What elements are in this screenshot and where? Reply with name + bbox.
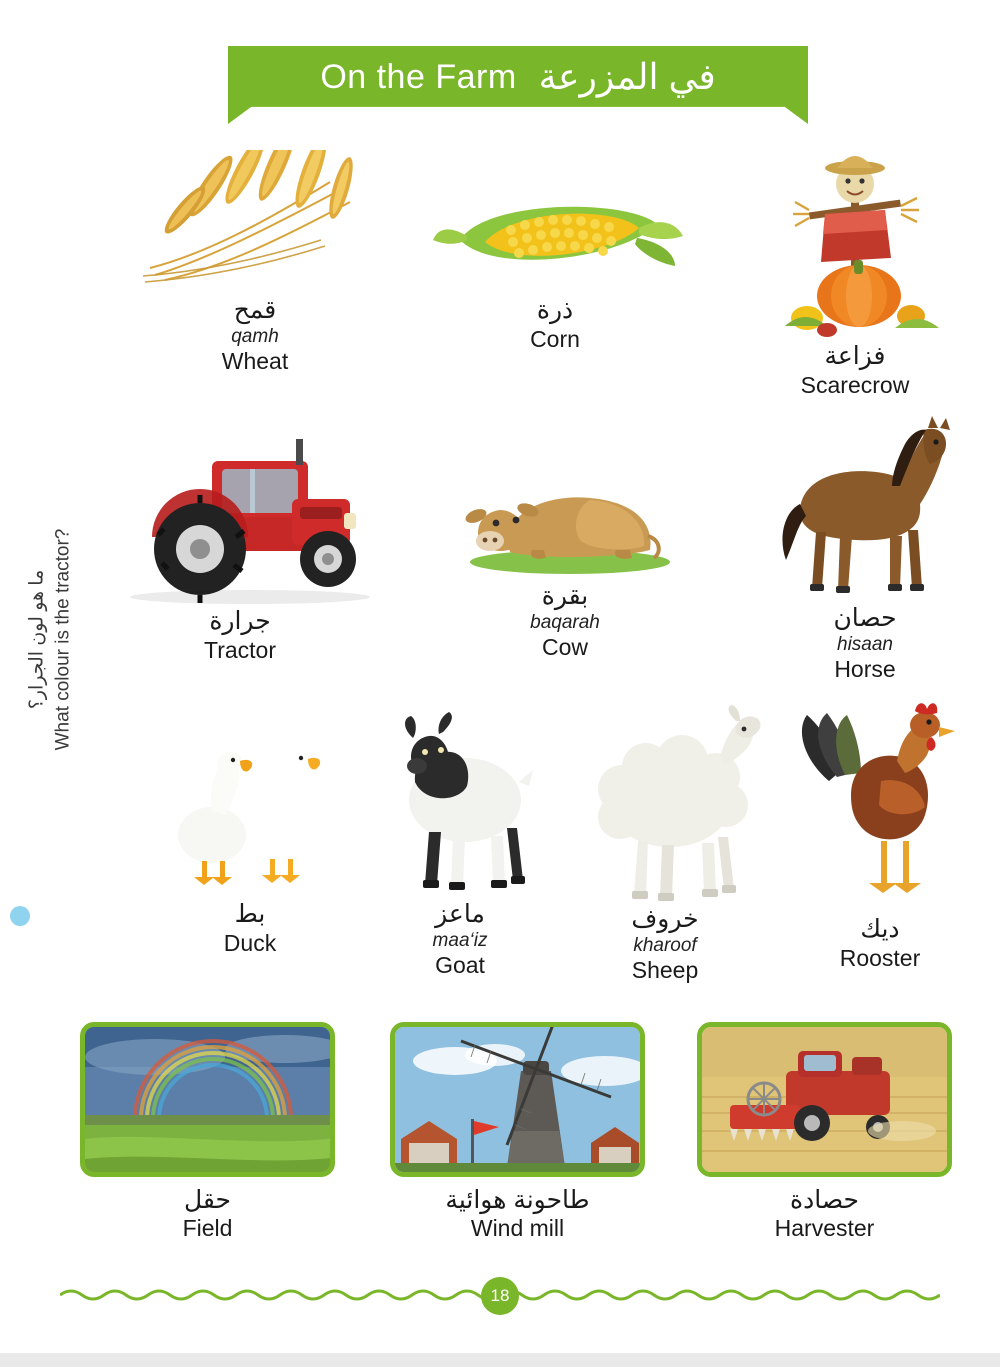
corn-cob-image bbox=[425, 180, 685, 290]
rooster-image bbox=[785, 685, 975, 915]
label-en: Duck bbox=[223, 929, 277, 956]
label-translit: hisaan bbox=[837, 633, 893, 655]
vocab-item-cow[interactable] bbox=[420, 440, 710, 661]
page-number-badge: 18 bbox=[481, 1277, 519, 1315]
label-translit: baqarah bbox=[530, 611, 600, 633]
photo-card-windmill[interactable] bbox=[390, 1022, 645, 1242]
label-en: Tractor bbox=[204, 636, 276, 663]
label-en: Harvester bbox=[774, 1215, 875, 1241]
vocab-item-scarecrow[interactable] bbox=[730, 140, 980, 399]
duck-image bbox=[150, 715, 350, 900]
cow-image bbox=[440, 440, 690, 580]
harvester-photo bbox=[697, 1022, 952, 1177]
photo-card-field[interactable] bbox=[80, 1022, 335, 1242]
label-ar: ذرة bbox=[536, 296, 574, 324]
label-ar: ديك bbox=[860, 915, 900, 943]
label-en: Rooster bbox=[839, 944, 921, 971]
label-ar: حصان bbox=[833, 604, 897, 632]
vocab-item-corn[interactable] bbox=[410, 180, 700, 353]
field-rainbow-photo bbox=[80, 1022, 335, 1177]
label-translit: qamh bbox=[231, 325, 279, 347]
vocab-item-duck[interactable] bbox=[135, 715, 365, 957]
side-question bbox=[26, 355, 74, 955]
tractor-image bbox=[100, 425, 380, 605]
scarecrow-image bbox=[755, 140, 955, 340]
vocab-item-rooster[interactable] bbox=[770, 685, 990, 972]
label-en: Field bbox=[182, 1215, 233, 1241]
banner-text bbox=[228, 46, 808, 108]
photo-card-row bbox=[80, 1022, 960, 1272]
label-en: Sheep bbox=[631, 956, 699, 983]
label-en: Horse bbox=[834, 655, 896, 682]
horse-image bbox=[760, 412, 970, 602]
bottom-edge-bar bbox=[0, 1353, 1000, 1367]
vocab-item-tractor[interactable] bbox=[90, 425, 390, 664]
side-question-en: What colour is the tractor? bbox=[52, 528, 74, 751]
label-ar: قمح bbox=[233, 296, 277, 324]
wheat-bundle-image bbox=[125, 150, 385, 290]
vocab-item-sheep[interactable] bbox=[540, 695, 790, 984]
vocab-item-wheat[interactable] bbox=[110, 150, 400, 375]
photo-card-harvester[interactable] bbox=[697, 1022, 952, 1242]
label-en: Wheat bbox=[221, 347, 289, 374]
label-ar: فزاعة bbox=[824, 342, 886, 370]
label-ar: ماعز bbox=[435, 900, 485, 928]
page-title-en: On the Farm bbox=[320, 57, 517, 96]
label-ar: خروف bbox=[631, 905, 699, 933]
vocab-item-horse[interactable] bbox=[740, 412, 990, 683]
label-ar: حصادة bbox=[790, 1186, 859, 1214]
label-ar: جرارة bbox=[209, 607, 271, 635]
label-en: Goat bbox=[435, 951, 485, 978]
label-translit: maa‘iz bbox=[432, 929, 488, 951]
label-ar: طاحونة هوائية bbox=[445, 1186, 590, 1214]
label-en: Wind mill bbox=[470, 1215, 565, 1241]
page-header-banner bbox=[228, 46, 808, 124]
page-footer bbox=[0, 1265, 1000, 1325]
label-translit: kharoof bbox=[633, 934, 697, 956]
side-question-bullet-icon bbox=[10, 906, 30, 926]
side-question-ar: ما هو لون الجرار؟ bbox=[26, 569, 48, 710]
label-en: Corn bbox=[530, 325, 580, 352]
label-ar: بقرة bbox=[541, 582, 589, 610]
windmill-photo bbox=[390, 1022, 645, 1177]
sheep-image bbox=[550, 695, 780, 905]
label-en: Scarecrow bbox=[800, 371, 910, 398]
goat-image bbox=[355, 690, 565, 900]
label-en: Cow bbox=[541, 633, 588, 660]
page-title-ar: في المزرعة bbox=[538, 56, 716, 97]
label-ar: بط bbox=[234, 900, 266, 928]
label-ar: حقل bbox=[183, 1186, 232, 1214]
